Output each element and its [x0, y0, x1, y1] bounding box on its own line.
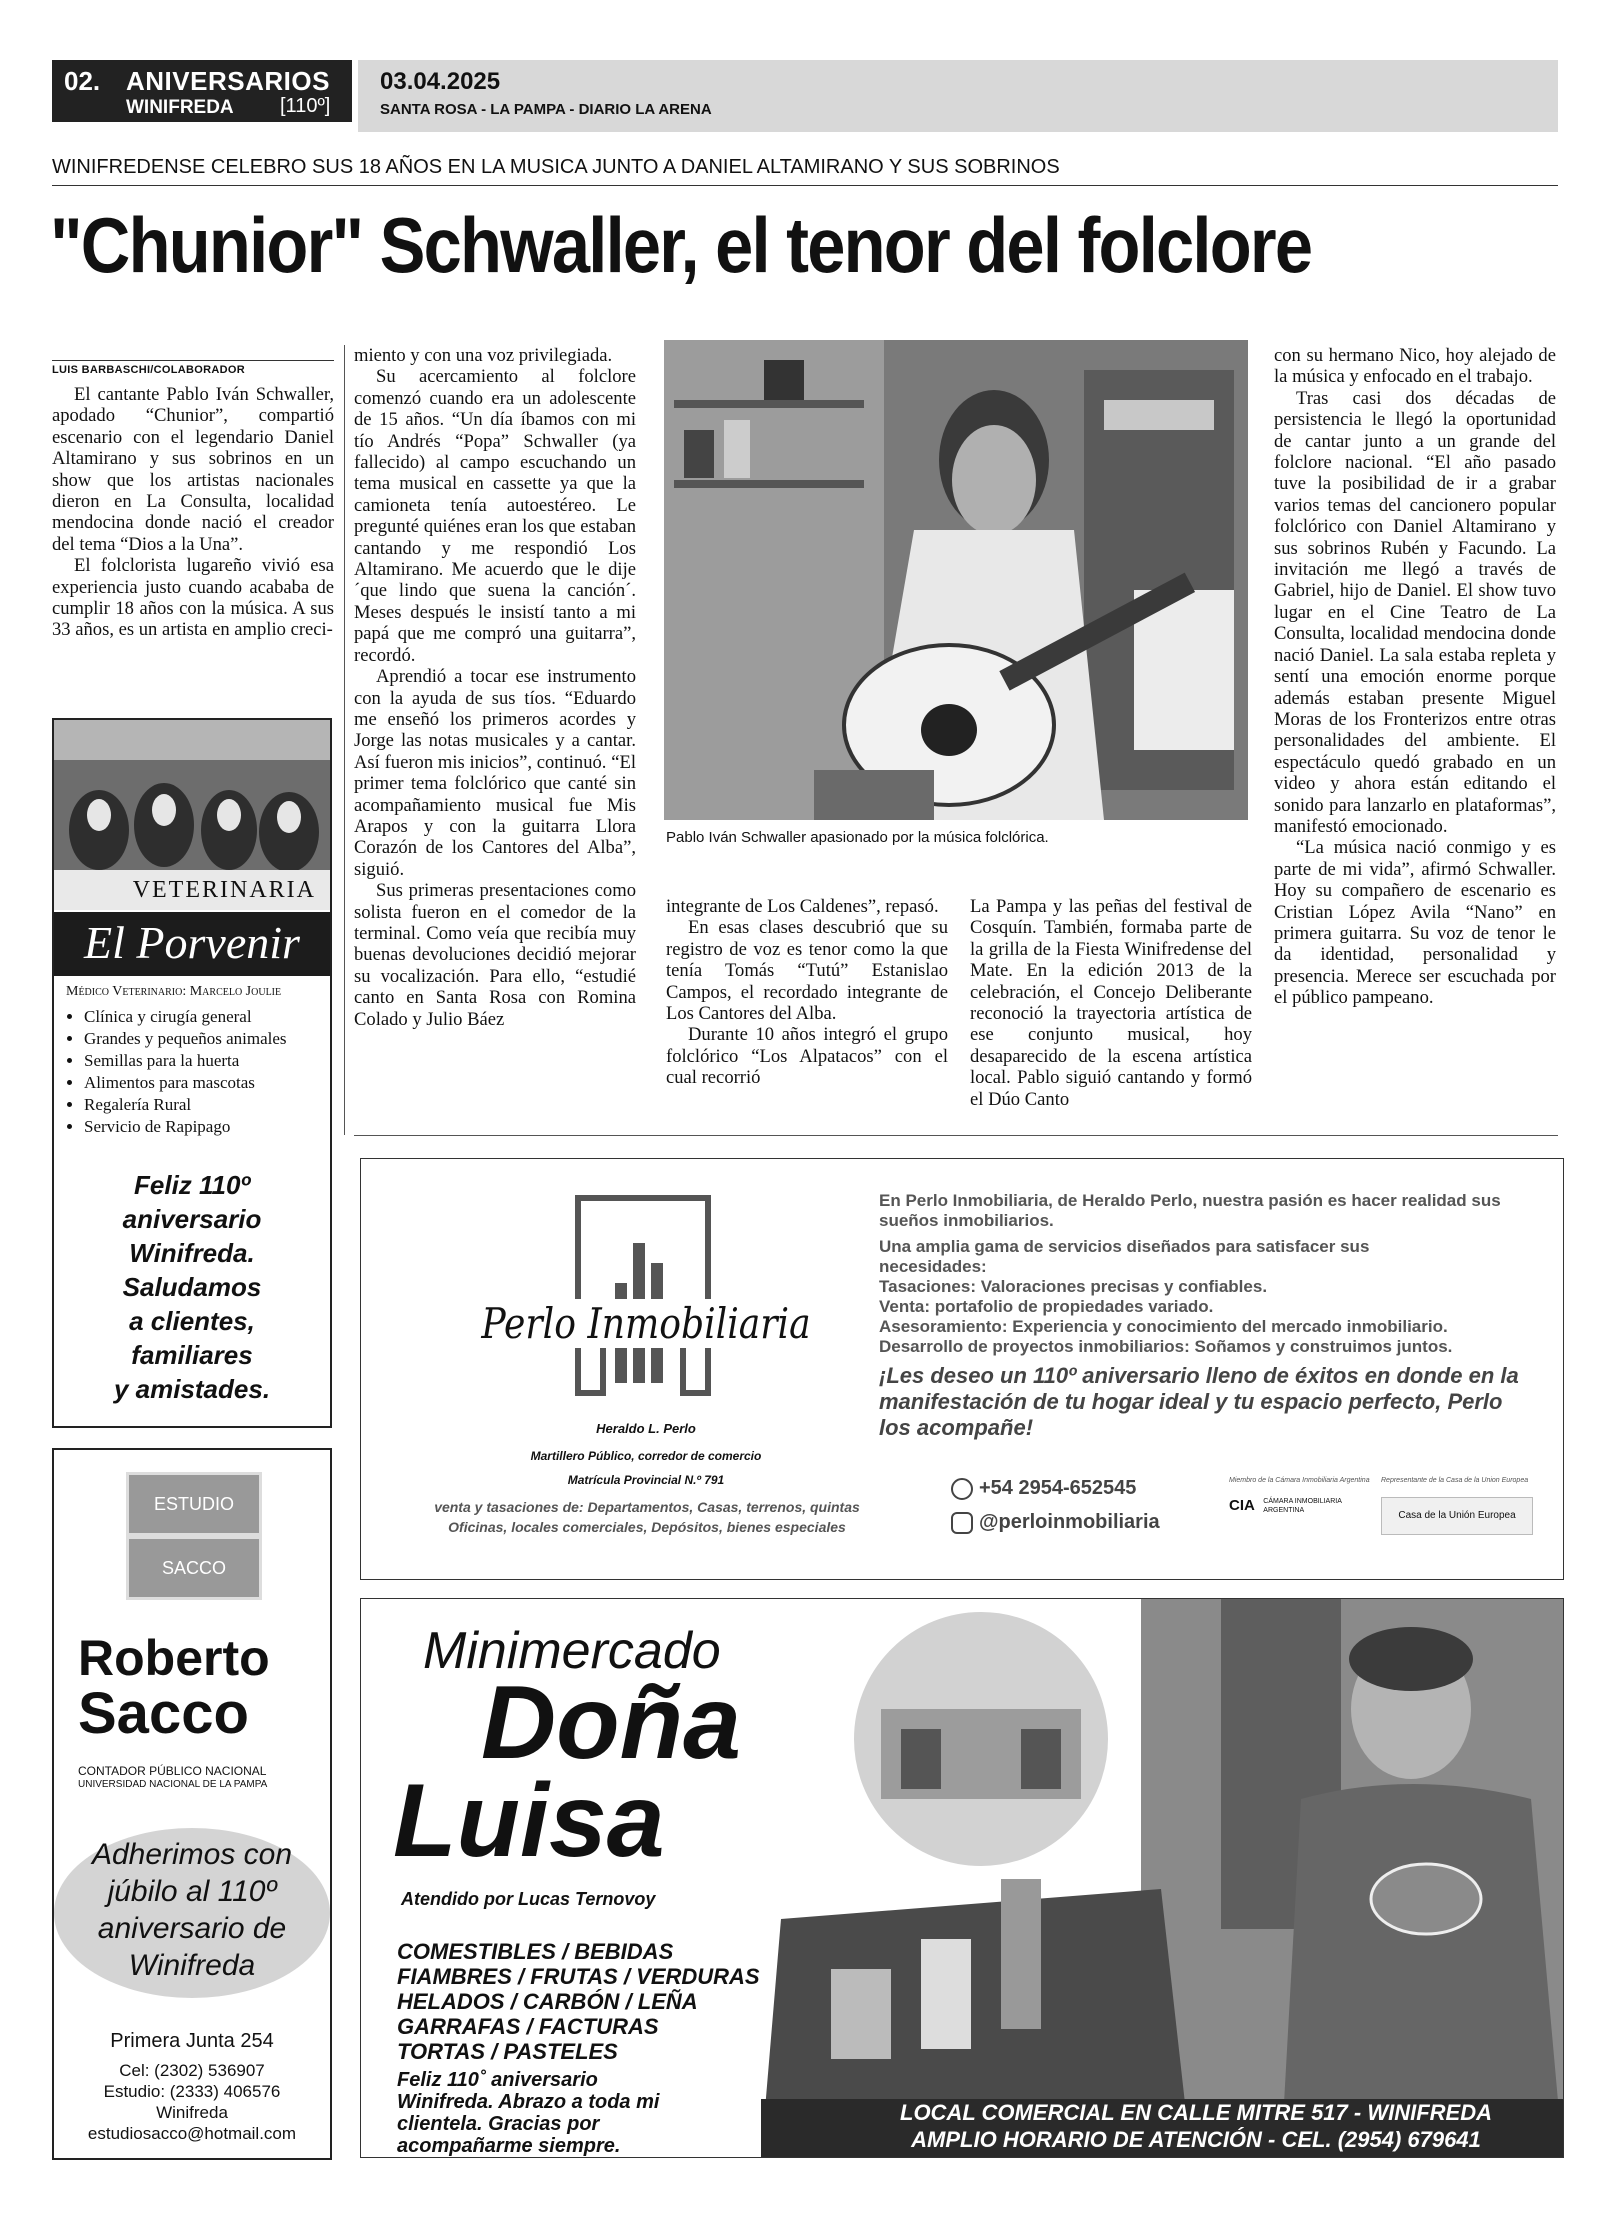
- ue-logo: Casa de la Unión Europea: [1381, 1497, 1533, 1535]
- article-column-2: [354, 345, 636, 1030]
- paragraph: En esas clases descubrió que su registro de voz es tenor como la que tenía Tomás “Tutú” Estanislao Campos, el recordado integrante de Los Cantores del Alba.: [666, 917, 948, 1025]
- ad-perlo: [360, 1158, 1564, 1580]
- vet-service-item: • Grandes y pequeños animales: [84, 1028, 324, 1050]
- perlo-matricula: Matrícula Provincial N.º 791: [567, 1473, 725, 1487]
- greeting-line: acompañarme siempre.: [397, 2135, 621, 2157]
- sacco-logo-bottom: SACCO: [126, 1536, 262, 1600]
- luisa-footer-line: AMPLIO HORARIO DE ATENCIÓN - CEL. (2954) 679641: [911, 2127, 1481, 2152]
- vet-sign: [54, 870, 330, 910]
- perlo-ue-caption: Representante de la Casa de la Union Europea: [1381, 1477, 1529, 1484]
- greeting-line: y amistades.: [113, 1374, 271, 1404]
- paragraph: “La música nació conmigo y es parte de mi vida”, afirmó Schwaller. Hoy su compañero de escenario es Cristian López Avila “Nano” en primera guitarra. Su voz de tenor le da identidad, personalidad y presencia. Merece ser escuchada por el público pampeano.: [1274, 837, 1556, 1009]
- sacco-cel: Cel: (2302) 536907: [119, 2061, 265, 2080]
- column-divider: [344, 345, 345, 1135]
- guitarist-photo: [664, 340, 1248, 820]
- luisa-line-1: Minimercado: [423, 1622, 721, 1680]
- sacco-town: Winifreda: [156, 2103, 228, 2122]
- greeting-line: familiares: [131, 1340, 253, 1370]
- ad-sacco: [52, 1448, 332, 2160]
- perlo-services-line: venta y tasaciones de: Departamentos, Casas, terrenos, quintas: [434, 1499, 860, 1515]
- perlo-instagram[interactable]: @perloinmobiliaria: [979, 1511, 1160, 1533]
- greeting-line: Winifreda: [128, 1949, 256, 1982]
- sacco-logo-top: ESTUDIO: [126, 1472, 262, 1536]
- luisa-line-3: Luisa: [393, 1763, 665, 1879]
- greeting-line: Feliz 110˚ aniversario: [397, 2069, 598, 2091]
- article-column-1: [52, 384, 334, 641]
- cia-label: CIA: [1229, 1497, 1255, 1515]
- paragraph: El cantante Pablo Iván Schwaller, apodado “Chunior”, compartió escenario con el legendario Daniel Altamirano y sus sobrinos en un show que los artistas nacionales dieron en La Consulta, localidad mendocina donde nació el creador del tema “Dios a la Una”.: [52, 384, 334, 555]
- perlo-brand: Perlo Inmobiliaria: [478, 1299, 813, 1348]
- section-number: 02.: [64, 66, 101, 96]
- paragraph: con su hermano Nico, hoy alejado de la música y enfocado en el trabajo.: [1274, 345, 1556, 388]
- cia-name: CÁMARA INMOBILIARIA ARGENTINA: [1263, 1498, 1342, 1514]
- paragraph: Tras casi dos décadas de persistencia le llegó la oportunidad de cantar junto a un grande del folclore nacional. “El año pasado tuve la posibilidad de ir a grabar varios temas del cancionero popular folclórico con Daniel Altamirano y sus sobrinos Rubén y Facundo. La invitación me llegó a través de Gabriel, hijo de Daniel. El show tuvo lugar en el Cine Teatro de La Consulta, localidad mendocina donde nació Daniel. La sala estaba repleta y sentí una emoción enorme porque además estaban presente Miguel Moras de los Fronterizos entre otras personalidades del ambiente. El espectáculo quedó grabado en un video y ahora están editando el sonido para lanzarlo en plataformas”, manifestó emocionado.: [1274, 387, 1556, 837]
- perlo-services-line: Oficinas, locales comerciales, Depósitos, bienes especiales: [448, 1519, 846, 1535]
- luisa-products: [397, 1939, 760, 2064]
- greeting-line: aniversario: [122, 1204, 262, 1234]
- luisa-line-2: Doña: [481, 1665, 741, 1781]
- luisa-product-line: FIAMBRES / FRUTAS / VERDURAS: [397, 1964, 760, 1989]
- paragraph: El folclorista lugareño vivió esa experiencia justo cuando acababa de cumplir 18 años con la música. A sus 33 años, es un artista en amplio creci-: [52, 555, 334, 641]
- paper-location: SANTA ROSA - LA PAMPA - DIARIO LA ARENA: [380, 101, 712, 118]
- luisa-attended: Atendido por Lucas Ternovoy: [401, 1889, 656, 1909]
- section-name: ANIVERSARIOS: [126, 66, 330, 96]
- perlo-service-item: Asesoramiento: Experiencia y conocimiento del mercado inmobiliario.: [879, 1317, 1448, 1336]
- perlo-cia-caption: Miembro de la Cámara Inmobiliaria Argentina: [1229, 1477, 1370, 1484]
- kicker-rule: [52, 185, 1558, 186]
- paragraph: Sus primeras presentaciones como solista fueron en el comedor de la terminal. Como veía que recibía muy buenas devoluciones decidió mejorar su vocalización. Para ello, “estudié canto en Santa Rosa con Romina Colado y Julio Báez: [354, 880, 636, 1030]
- perlo-phone-row: [951, 1477, 1136, 1500]
- article-column-3: [666, 896, 948, 1089]
- vet-greeting: [54, 1168, 330, 1406]
- ad-dona-luisa: [360, 1598, 1564, 2158]
- sacco-address: Primera Junta 254: [110, 2030, 274, 2052]
- greeting-line: aniversario de: [97, 1912, 287, 1945]
- luisa-product-line: GARRAFAS / FACTURAS: [397, 2014, 659, 2039]
- article-bottom-rule: [354, 1135, 1558, 1136]
- luisa-product-line: COMESTIBLES / BEBIDAS: [397, 1939, 674, 1964]
- luisa-product-line: HELADOS / CARBÓN / LEÑA: [397, 1989, 698, 2014]
- perlo-role: Martillero Público, corredor de comercio: [530, 1449, 762, 1463]
- luisa-product-line: TORTAS / PASTELES: [397, 2039, 618, 2064]
- paragraph: La Pampa y las peñas del festival de Cosquín. También, formaba parte de la grilla de la Fiesta Winifredense del Mate. En la edición 2013 de la celebración, el Concejo Deliberante reconoció la trayectoria artística de ese conjunto musical, hoy desaparecido de la escena artística local. Pablo siguió cantando y formó el Dúo Canto: [970, 896, 1252, 1110]
- greeting-line: Feliz 110º: [134, 1170, 250, 1200]
- date-bar: [358, 60, 1558, 132]
- perlo-phone[interactable]: +54 2954-652545: [979, 1477, 1137, 1499]
- perlo-instagram-row: [951, 1511, 1160, 1534]
- paragraph: miento y con una voz privilegiada.: [354, 345, 613, 366]
- greeting-line: Winifreda. Abrazo a toda mi: [397, 2091, 660, 2113]
- issue-date: 03.04.2025: [380, 68, 501, 95]
- article-headline: "Chunior" Schwaller, el tenor del folclore: [50, 201, 1312, 289]
- subsection-name: WINIFREDA: [126, 97, 234, 118]
- greeting-line: júbilo al 110º: [107, 1875, 277, 1908]
- article-kicker: WINIFREDENSE CELEBRO SUS 18 AÑOS EN LA MUSICA JUNTO A DANIEL ALTAMIRANO Y SUS SOBRINOS: [52, 156, 1060, 178]
- luisa-greeting: [397, 2069, 659, 2157]
- instagram-icon: [951, 1512, 973, 1534]
- sacco-contacts: [54, 2060, 330, 2144]
- paragraph: Durante 10 años integró el grupo folclórico “Los Alpatacos” con el cual recorrió: [666, 1024, 948, 1089]
- section-header: [52, 60, 352, 122]
- sacco-studio-phone: Estudio: (2333) 406576: [103, 2082, 281, 2101]
- greeting-line: Adherimos con: [91, 1838, 293, 1871]
- vet-name: El Porvenir: [54, 912, 330, 976]
- whatsapp-icon: [951, 1478, 973, 1500]
- sacco-email: estudiosacco@hotmail.com: [87, 2124, 297, 2143]
- perlo-service-item: Desarrollo de proyectos inmobiliarios: Soñamos y construimos juntos.: [879, 1337, 1453, 1356]
- ad-veterinaria: [52, 718, 332, 1428]
- byline-rule: [52, 360, 334, 361]
- greeting-line: Winifreda.: [129, 1238, 255, 1268]
- greeting-line: clientela. Gracias por: [397, 2113, 600, 2135]
- article-photo: [664, 340, 1248, 820]
- sacco-greeting: [54, 1828, 330, 1998]
- vet-sign-text: VETERINARIA: [132, 877, 316, 903]
- article-column-5: [1274, 345, 1556, 1009]
- perlo-service-item: Tasaciones: Valoraciones precisas y confiables.: [879, 1277, 1268, 1296]
- paragraph: Aprendió a tocar ese instrumento con la ayuda de sus tíos. “Eduardo me enseñó los primeros acordes y Jorge las notas musicales y a cantar. Así fueron mis inicios”, continuó. “El primer tema folclórico que canté sin acompañamiento musical fue Mis Arapos y con la guitarra Llora Corazón de los Cantores del Alba”, siguió.: [354, 666, 636, 880]
- perlo-intro: En Perlo Inmobiliaria, de Heraldo Perlo, nuestra pasión es hacer realidad sus sueños inmobiliarios.: [879, 1191, 1501, 1230]
- edition-tag: [110º]: [280, 95, 331, 117]
- sacco-name-2: Sacco: [78, 1681, 249, 1746]
- photo-caption: Pablo Iván Schwaller apasionado por la música folclórica.: [666, 829, 1049, 846]
- vet-service-item: • Servicio de Rapipago: [84, 1116, 324, 1138]
- vet-service-item: • Semillas para la huerta: [84, 1050, 324, 1072]
- vet-doctor: Médico Veterinario: Marcelo Joulie: [66, 984, 282, 999]
- sacco-title: CONTADOR PÚBLICO NACIONAL: [78, 1764, 267, 1778]
- cia-logo: [1229, 1497, 1349, 1533]
- vet-service-item: • Clínica y cirugía general: [84, 1006, 324, 1028]
- vet-service-item: • Regalería Rural: [84, 1094, 324, 1116]
- article-byline: LUIS BARBASCHI/COLABORADOR: [52, 364, 245, 376]
- perlo-services-lines: [397, 1497, 897, 1537]
- greeting-line: a clientes,: [129, 1306, 255, 1336]
- perlo-service-item: Venta: portafolio de propiedades variado.: [879, 1297, 1214, 1316]
- sacco-name-1: Roberto: [78, 1630, 270, 1686]
- perlo-wish: ¡Les deseo un 110º aniversario lleno de éxitos en donde en la manifestación de tu hogar ideal y tu espacio perfecto, Perlo los acompañe!: [879, 1363, 1519, 1440]
- vet-services: [54, 1006, 324, 1138]
- perlo-owner: Heraldo L. Perlo: [596, 1421, 696, 1436]
- greeting-line: Saludamos: [122, 1272, 262, 1302]
- vet-service-item: • Alimentos para mascotas: [84, 1072, 324, 1094]
- luisa-footer: [841, 2099, 1551, 2153]
- paragraph: Su acercamiento al folclore comenzó cuando era un adolescente de 15 años. “Un día íbamos con mi tío Andrés “Popa” Schwaller (ya fallecido) al campo escuchando un tema musical en cassette ya que la camioneta tenía autoestéreo. Le pregunté quiénes eran los que estaban cantando y me respondió Los Altamirano. Me acuerdo que le dije ´que lindo que suena la canción´. Meses después le insistí tanto a mi papá que me compró una guitarra”, recordó.: [354, 366, 636, 666]
- perlo-range: Una amplia gama de servicios diseñados para satisfacer sus necesidades:: [879, 1237, 1370, 1276]
- article-column-4: [970, 896, 1252, 1110]
- sacco-university: UNIVERSIDAD NACIONAL DE LA PAMPA: [78, 1779, 268, 1790]
- paragraph: integrante de Los Caldenes”, repasó.: [666, 896, 939, 917]
- luisa-footer-line: LOCAL COMERCIAL EN CALLE MITRE 517 - WINIFREDA: [900, 2100, 1492, 2125]
- building-logo-icon: [573, 1193, 713, 1403]
- perlo-service-list: [879, 1277, 1539, 1357]
